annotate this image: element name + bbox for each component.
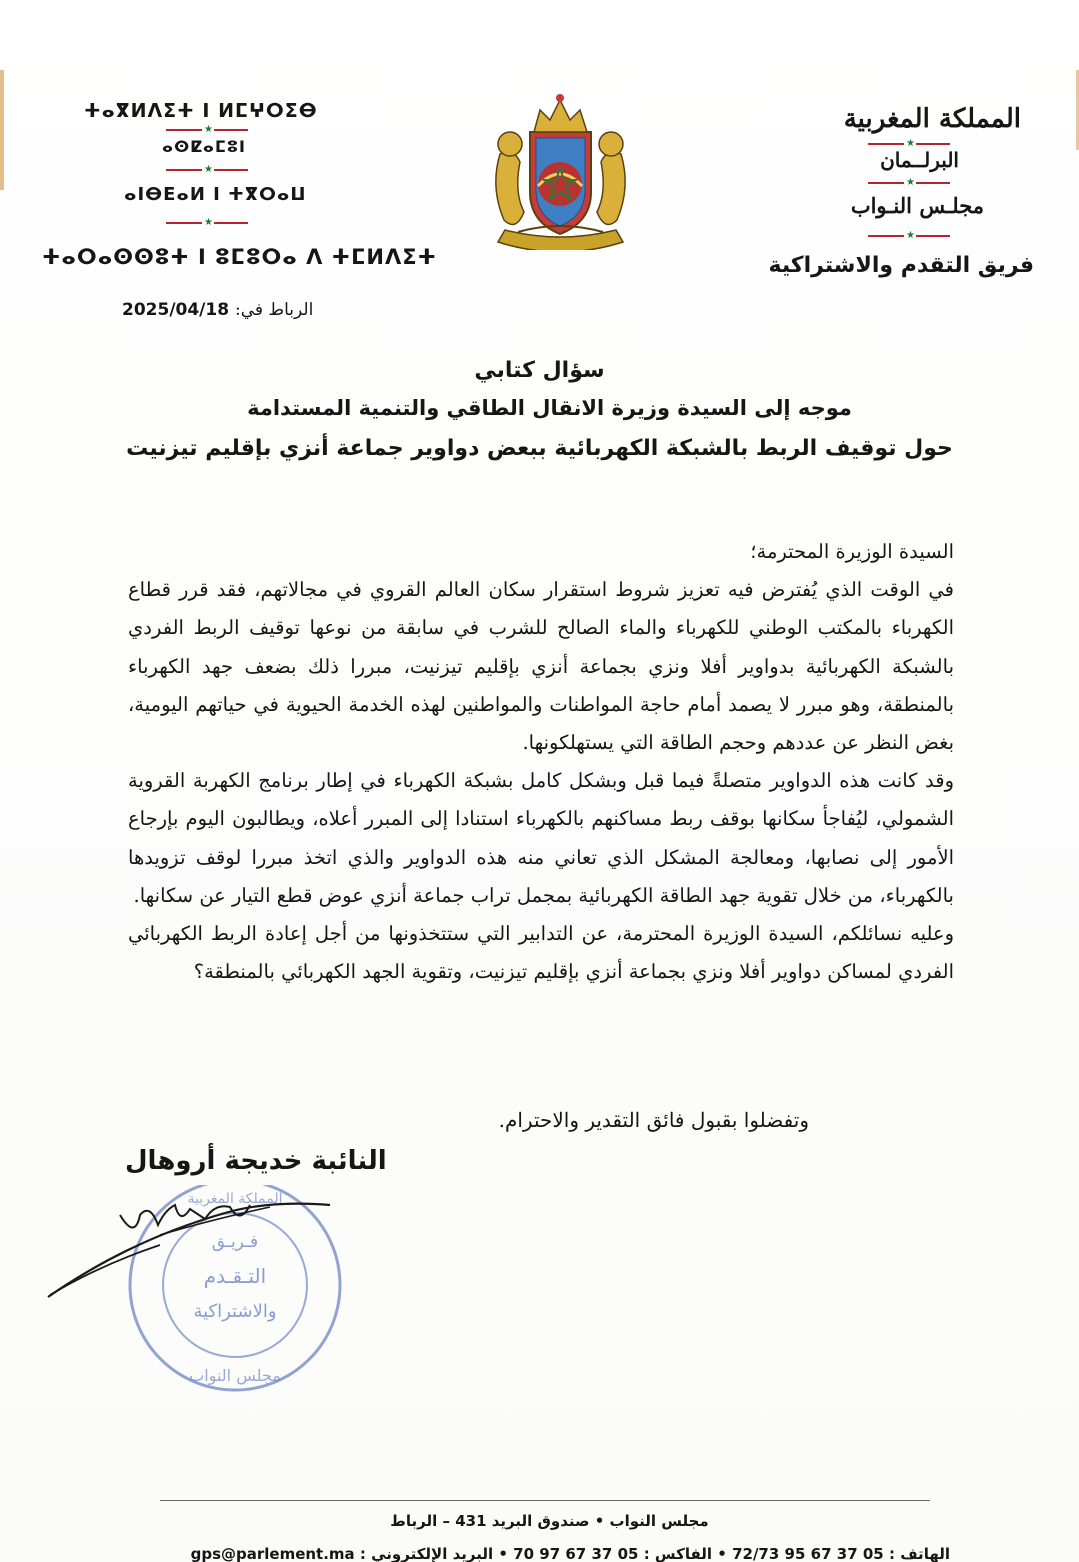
salutation: السيدة الوزيرة المحترمة؛ bbox=[750, 540, 954, 563]
stamp-ring-text: مجلس النواب bbox=[189, 1366, 281, 1385]
tifinagh-separator: ★ bbox=[166, 124, 248, 136]
header-separator: ★ bbox=[868, 177, 950, 189]
header-separator: ★ bbox=[868, 138, 950, 150]
header-separator: ★ bbox=[868, 230, 950, 242]
title-addressee: موجه إلى السيدة وزيرة الانقال الطاقي والتنمية المستدامة bbox=[247, 396, 852, 420]
header-kingdom: المملكة المغربية bbox=[843, 104, 1021, 134]
stamp-text: والاشتراكية bbox=[193, 1301, 277, 1322]
footer-contacts: الهاتف : 05 37 67 95 72/73 • الفاكس : 05 37 67 97 70 • البريد الإلكتروني : gps@parlement.ma bbox=[190, 1545, 950, 1562]
header-group: فريق التقدم والاشتراكية bbox=[768, 253, 1034, 278]
signer-name: النائبة خديجة أروهال bbox=[125, 1146, 387, 1176]
stamp-text: فـريـق bbox=[211, 1232, 259, 1252]
letter-date bbox=[122, 300, 313, 320]
paragraph: وعليه نسائلكم، السيدة الوزيرة المحترمة، عن التدابير التي ستتخذونها من أجل إعادة الربط الكهربائي الفردي لمساكن دواوير أفلا ونزي بجماعة أنزي بإقليم تيزنيت، وتقوية الجهد الكهربائي بالمنطقة؟ bbox=[128, 922, 954, 984]
official-stamp bbox=[40, 1185, 360, 1400]
letter-body bbox=[128, 533, 954, 991]
tifinagh-parliament: ⴰⵙⵇⴰⵎⵓⵏ bbox=[162, 137, 246, 156]
stamp-text: التـقـدم bbox=[203, 1264, 267, 1288]
title-subject: حول توقيف الربط بالشبكة الكهربائية ببعض دواوير جماعة أنزي بإقليم تيزنيت bbox=[126, 436, 953, 461]
closing-line: وتفضلوا بقبول فائق التقدير والاحترام. bbox=[498, 1108, 809, 1132]
footer-address: مجلس النواب • صندوق البريد 431 – الرباط bbox=[390, 1512, 709, 1530]
tifinagh-house: ⴰⵏⴱⴹⴰⵍ ⵏ ⵜⴳⵔⴰⵡ bbox=[124, 184, 307, 205]
header-parliament: البرلــمان bbox=[880, 148, 959, 172]
paragraph: في الوقت الذي يُفترض فيه تعزيز شروط استقرار سكان العالم القروي في مجالاتهم، فقد قرر قطاع الكهرباء بالمكتب الوطني للكهرباء والماء الصالح للشرب في سابقة من نوعها توقيف الربط الفردي بالشبكة الكهربائية بدواوير أفلا ونزي بجماعة أنزي بإقليم تيزنيت، مبررا ذلك بضعف جهد الكهرباء بالمنطقة، وهو مبرر لا يصمد أمام حاجة المواطنات والمواطنين لهذه الخدمة الحيوية في حياتهم اليومية، بغض النظر عن عددهم وحجم الطاقة التي يستهلكونها. bbox=[128, 578, 954, 755]
coat-of-arms-icon bbox=[478, 92, 643, 250]
header-house: مجلـس النـواب bbox=[850, 193, 984, 218]
tifinagh-separator: ★ bbox=[166, 217, 248, 229]
tifinagh-kingdom: ⵜⴰⴳⵍⴷⵉⵜ ⵏ ⵍⵎⵖⵔⵉⴱ bbox=[84, 100, 318, 122]
stamp-ring-text: المملكة المغربية bbox=[187, 1191, 283, 1207]
tifinagh-group: ⵜⴰⵔⴰⵙⵙⵓⵜ ⵏ ⵓⵎⵓⵔⴰ ⴷ ⵜⵎⵍⴷⵉⵜ bbox=[42, 245, 437, 269]
tifinagh-separator: ★ bbox=[166, 164, 248, 176]
footer-divider bbox=[160, 1500, 930, 1501]
title-written-question: سؤال كتابي bbox=[474, 358, 605, 383]
date-value: 2025/04/18 bbox=[122, 300, 230, 320]
paragraph: وقد كانت هذه الدواوير متصلةً فيما قبل وبشكل كامل بشبكة الكهرباء في إطار برنامج الكهربة القروية الشمولي، ليُفاجأ سكانها بوقف ربط مساكنهم بالكهرباء استنادا إلى المبرر أعلاه، ويطالبون اليوم بإرجاع الأمور إلى نصابها، ومعالجة المشكل الذي تعاني منه هذه الدواوير والذي اتخذ مبررا لوقف تزويدها بالكهرباء، من خلال تقوية جهد الطاقة الكهربائية بمجمل تراب جماعة أنزي عوض قطع التيار عن سكانها. bbox=[128, 769, 954, 907]
scan-edge bbox=[0, 70, 4, 190]
date-label: الرباط في: bbox=[234, 300, 314, 320]
